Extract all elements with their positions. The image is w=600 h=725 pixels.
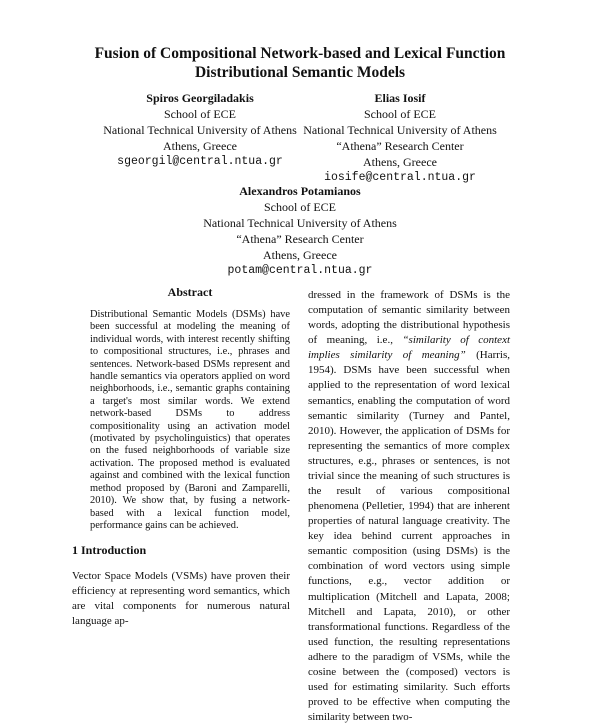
- author-email[interactable]: potam@central.ntua.gr: [227, 264, 373, 277]
- author-affiliation-line: Athens, Greece: [363, 155, 437, 169]
- author-affiliation-line: “Athena” Research Center: [336, 139, 464, 153]
- author-block-2: [300, 90, 500, 186]
- author-affiliation-line: National Technical University of Athens: [203, 216, 397, 230]
- introduction-text: Vector Space Models (VSMs) have proven their efficiency at representing word semantics, which are vital components for numerous natural language ap-: [72, 570, 290, 627]
- body-text: dressed in the framework of DSMs is the computation of semantic similarity between words, adopting the distributional hypothesis of meaning, i.e.,: [308, 289, 510, 347]
- body-text-italic-quote: “similarity of context implies similarity of meaning”: [308, 334, 511, 362]
- right-column-text: [308, 288, 510, 725]
- author-affiliation-line: “Athena” Research Center: [236, 232, 364, 246]
- body-text: (Harris, 1954). DSMs have been successful when applied to the representation of word lexical semantics, enabling the computation of word semantic similarity (Turney and Pantel, 2010). However, the application of DSMs for representing the semantics of more complex structures, e.g., phrases or sentences, is not trivial since the meaning of such structures is the result of various compositional phenomena (Pelletier, 1994) that are inherent properties of natural language creativity. The key idea behind current approaches in semantic composition (using DSMs) is the combination of word vectors using simple functions, e.g., vector addition or multiplication (Mitchell and Lapata, 2008; Mitchell and Lapata, 2010), or other transformational functions. Regardless of the used function, the resulting representations adhere to the paradigm of VSMs, while the cosine between the (composed) vectors is used for estimating similarity. Such efforts proved to be effective when computing the similarity between two-: [308, 349, 511, 724]
- section-heading-introduction: 1 Introduction: [72, 543, 147, 557]
- author-affiliation-line: Athens, Greece: [263, 248, 337, 262]
- author-email[interactable]: iosife@central.ntua.gr: [324, 171, 476, 184]
- abstract-text: Distributional Semantic Models (DSMs) have been successful at modeling the meaning of individual words, with interest recently shifting to compositional structures, i.e., phrases and sentences. Network-based DSMs represent and handle semantics via operators applied on word neighborhoods, i.e., semantic graphs containing a target's most similar words. We extend network-based DSMs to address compositionality using an activation model (motivated by psycholinguistics) that operates on the fused neighborhoods of variable size activation. The proposed method is evaluated against and combined with the lexical function method proposed by (Baroni and Zamparelli, 2010). We show that, by fusing a network-based with a lexical function model, performance gains can be achieved.: [90, 309, 290, 531]
- author-affiliation-line: National Technical University of Athens: [303, 123, 497, 137]
- author-affiliation-line: School of ECE: [264, 200, 336, 214]
- abstract-heading: Abstract: [167, 285, 213, 299]
- author-block-1: [100, 90, 300, 170]
- author-email[interactable]: sgeorgil@central.ntua.gr: [117, 155, 283, 168]
- author-affiliation-line: School of ECE: [164, 107, 236, 121]
- author-affiliation-line: National Technical University of Athens: [103, 123, 297, 137]
- title-line-2: Distributional Semantic Models: [194, 64, 406, 81]
- author-affiliation-line: Athens, Greece: [163, 139, 237, 153]
- author-name: Spiros Georgiladakis: [146, 91, 254, 105]
- author-name: Elias Iosif: [374, 91, 426, 105]
- paper-title: [0, 44, 600, 82]
- title-line-1: Fusion of Compositional Network-based and Lexical Function: [94, 45, 506, 62]
- author-affiliation-line: School of ECE: [364, 107, 436, 121]
- author-block-3: [200, 183, 400, 279]
- author-name: Alexandros Potamianos: [239, 184, 361, 198]
